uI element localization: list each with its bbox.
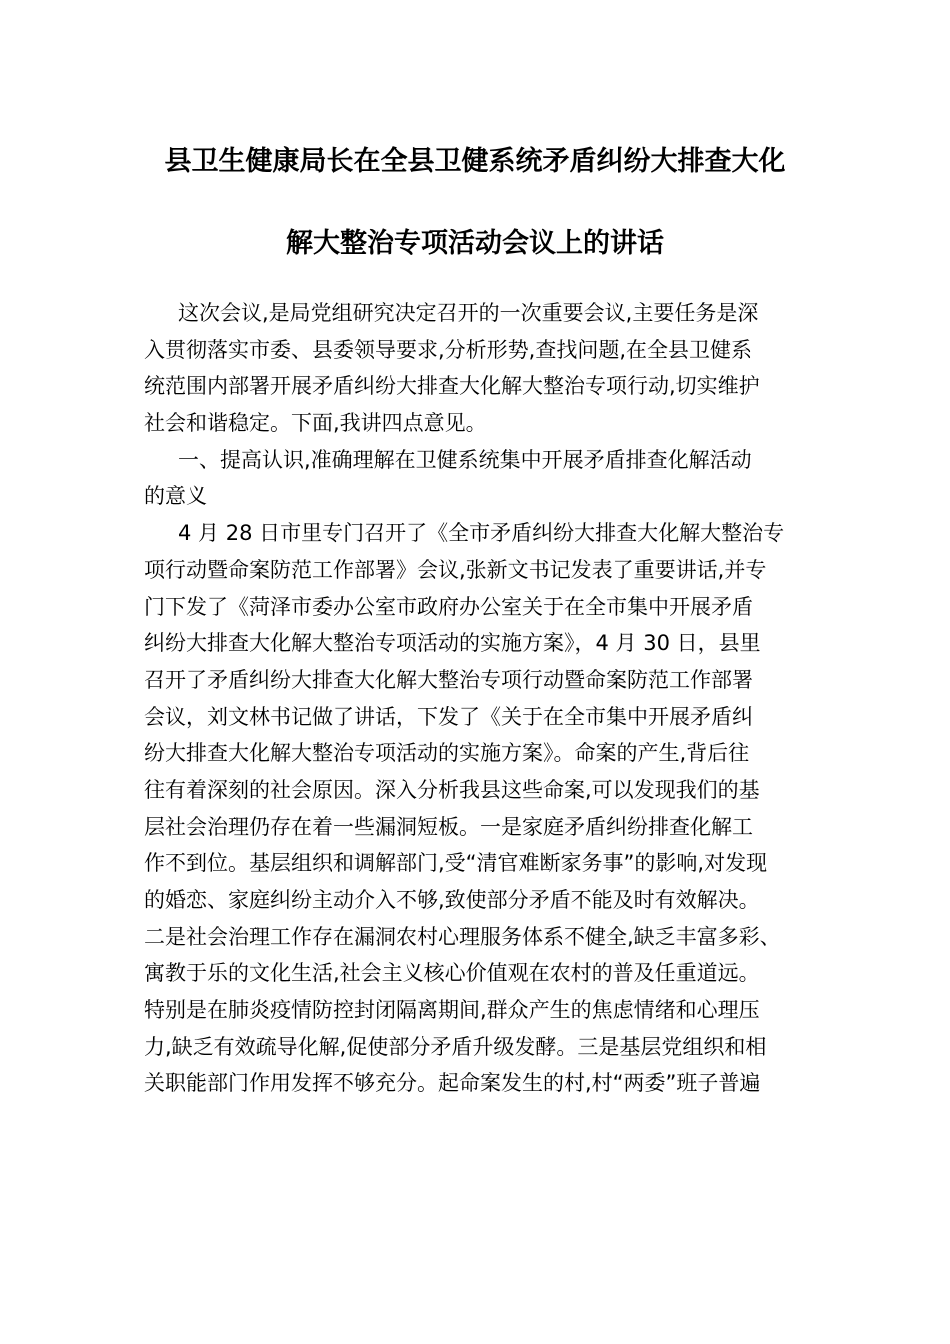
paragraph-line: 会议，刘文林书记做了讲话，下发了《关于在全市集中开展矛盾纠	[144, 704, 753, 729]
paragraph-line: 层社会治理仍存在着一些漏洞短板。一是家庭矛盾纠纷排查化解工	[144, 814, 753, 839]
paragraph-line: 门下发了《菏泽市委办公室市政府办公室关于在全市集中开展矛盾	[144, 594, 753, 619]
paragraph-line: 寓教于乐的文化生活,社会主义核心价值观在农村的普及任重道远。	[144, 961, 760, 986]
paragraph-line: 往有着深刻的社会原因。深入分析我县这些命案,可以发现我们的基	[144, 777, 760, 802]
document-body	[144, 295, 824, 1102]
paragraph-line: 关职能部门作用发挥不够充分。起命案发生的村,村“两委”班子普遍	[144, 1071, 761, 1096]
document-title-line-2: 解大整治专项活动会议上的讲话	[286, 228, 664, 259]
paragraph-line: 特别是在肺炎疫情防控封闭隔离期间,群众产生的焦虑情绪和心理压	[144, 998, 760, 1023]
paragraph-line: 项行动暨命案防范工作部署》会议,张新文书记发表了重要讲话,并专	[144, 557, 767, 582]
paragraph-line: 纠纷大排查大化解大整治专项活动的实施方案》，4 月 30 日，县里	[144, 631, 761, 656]
section-heading-line: 一、提高认识,准确理解在卫健系统集中开展矛盾排查化解活动	[178, 447, 752, 472]
document-title-line-1: 县卫生健康局长在全县卫健系统矛盾纠纷大排查大化	[164, 146, 786, 177]
paragraph-line: 社会和谐稳定。下面,我讲四点意见。	[144, 411, 487, 436]
paragraph-line: 入贯彻落实市委、县委领导要求,分析形势,查找问题,在全县卫健系	[144, 337, 753, 362]
paragraph-line: 力,缺乏有效疏导化解,促使部分矛盾升级发酵。三是基层党组织和相	[144, 1034, 767, 1059]
paragraph-line: 纷大排查大化解大整治专项活动的实施方案》。命案的产生,背后往	[144, 741, 750, 766]
section-heading-line: 的意义	[144, 484, 207, 509]
paragraph-line: 的婚恋、家庭纠纷主动介入不够,致使部分矛盾不能及时有效解决。	[144, 888, 760, 912]
paragraph-line: 作不到位。基层组织和调解部门,受“清官难断家务事”的影响,对发现	[144, 851, 768, 876]
paragraph-line: 4 月 28 日市里专门召开了《全市矛盾纠纷大排查大化解大整治专	[178, 521, 785, 546]
paragraph-line: 二是社会治理工作存在漏洞农村心理服务体系不健全,缺乏丰富多彩、	[144, 924, 781, 949]
paragraph-line: 召开了矛盾纠纷大排查大化解大整治专项行动暨命案防范工作部署	[144, 667, 753, 692]
paragraph-line: 统范围内部署开展矛盾纠纷大排查大化解大整治专项行动,切实维护	[144, 374, 760, 399]
paragraph-line: 这次会议,是局党组研究决定召开的一次重要会议,主要任务是深	[178, 301, 759, 325]
